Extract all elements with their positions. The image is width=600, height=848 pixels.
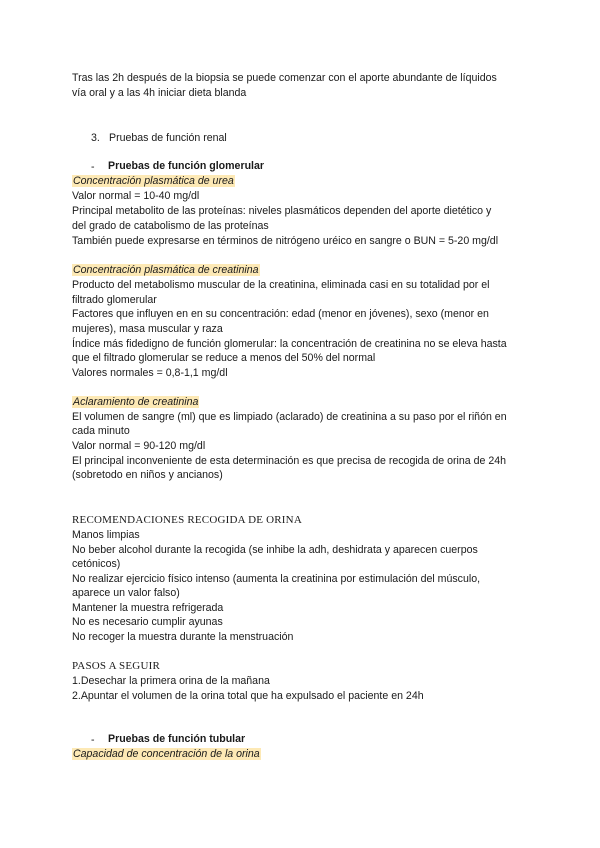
tubular-bullet: - xyxy=(91,734,95,746)
recomendaciones-line-8: No recoger la muestra durante la menstruación xyxy=(72,631,294,643)
recomendaciones-line-4: No realizar ejercicio físico intenso (aumenta la creatinina por estimulación del músculo, xyxy=(72,573,481,585)
urea-title: Concentración plasmática de urea xyxy=(73,175,234,187)
creatinina-line-5: Índice más fidedigno de función glomerular: la concentración de creatinina no se eleva hasta xyxy=(72,338,507,350)
recomendaciones-line-2: No beber alcohol durante la recogida (se inhibe la adh, deshidrata y aparecen cuerpos xyxy=(72,544,478,556)
aclaramiento-line-5: (sobretodo en niños y ancianos) xyxy=(72,469,223,481)
glomerular-bullet: - xyxy=(91,161,95,173)
creatinina-line-2: filtrado glomerular xyxy=(72,294,157,306)
aclaramiento-line-3: Valor normal = 90-120 mg/dl xyxy=(72,440,206,452)
tubular-heading: Pruebas de función tubular xyxy=(108,733,246,745)
recomendaciones-line-1: Manos limpias xyxy=(72,529,140,541)
tubular-subtitle: Capacidad de concentración de la orina xyxy=(73,748,260,760)
pasos-heading: PASOS A SEGUIR xyxy=(72,660,160,672)
pasos-line-2: 2.Apuntar el volumen de la orina total que ha expulsado el paciente en 24h xyxy=(72,690,424,702)
recomendaciones-line-7: No es necesario cumplir ayunas xyxy=(72,616,223,628)
urea-line-4: También puede expresarse en términos de nitrógeno uréico en sangre o BUN = 5-20 mg/dl xyxy=(72,235,499,247)
creatinina-title-row xyxy=(72,263,260,277)
aclaramiento-title-row xyxy=(72,395,199,409)
creatinina-line-6: que el filtrado glomerular se reduce a menos del 50% del normal xyxy=(72,352,376,364)
aclaramiento-line-4: El principal inconveniente de esta determinación es que precisa de recogida de orina de 24h xyxy=(72,455,507,467)
aclaramiento-line-2: cada minuto xyxy=(72,425,130,437)
creatinina-line-1: Producto del metabolismo muscular de la creatinina, eliminada casi en su totalidad por el xyxy=(72,279,490,291)
creatinina-line-3: Factores que influyen en en su concentración: edad (menor en jóvenes), sexo (menor en xyxy=(72,308,489,320)
recomendaciones-heading: RECOMENDACIONES RECOGIDA DE ORINA xyxy=(72,514,302,526)
intro-line-2: vía oral y a las 4h iniciar dieta blanda xyxy=(72,87,247,99)
creatinina-title: Concentración plasmática de creatinina xyxy=(73,264,259,276)
urea-line-1: Valor normal = 10-40 mg/dl xyxy=(72,190,200,202)
urea-title-row xyxy=(72,174,235,188)
aclaramiento-title: Aclaramiento de creatinina xyxy=(73,396,199,408)
section-title: Pruebas de función renal xyxy=(109,132,227,144)
glomerular-heading: Pruebas de función glomerular xyxy=(108,160,264,172)
section-number: 3. xyxy=(91,132,100,144)
recomendaciones-line-5: aparece un valor falso) xyxy=(72,587,180,599)
pasos-line-1: 1.Desechar la primera orina de la mañana xyxy=(72,675,270,687)
aclaramiento-line-1: El volumen de sangre (ml) que es limpiado (aclarado) de creatinina a su paso por el riñón en xyxy=(72,411,507,423)
creatinina-line-4: mujeres), masa muscular y raza xyxy=(72,323,223,335)
recomendaciones-line-6: Mantener la muestra refrigerada xyxy=(72,602,224,614)
urea-line-2: Principal metabolito de las proteínas: niveles plasmáticos dependen del aporte dietético y xyxy=(72,205,492,217)
creatinina-line-7: Valores normales = 0,8-1,1 mg/dl xyxy=(72,367,228,379)
tubular-subtitle-row xyxy=(72,747,261,761)
recomendaciones-line-3: cetónicos) xyxy=(72,558,121,570)
intro-line-1: Tras las 2h después de la biopsia se puede comenzar con el aporte abundante de líquidos xyxy=(72,72,497,84)
urea-line-3: del grado de catabolismo de las proteínas xyxy=(72,220,269,232)
